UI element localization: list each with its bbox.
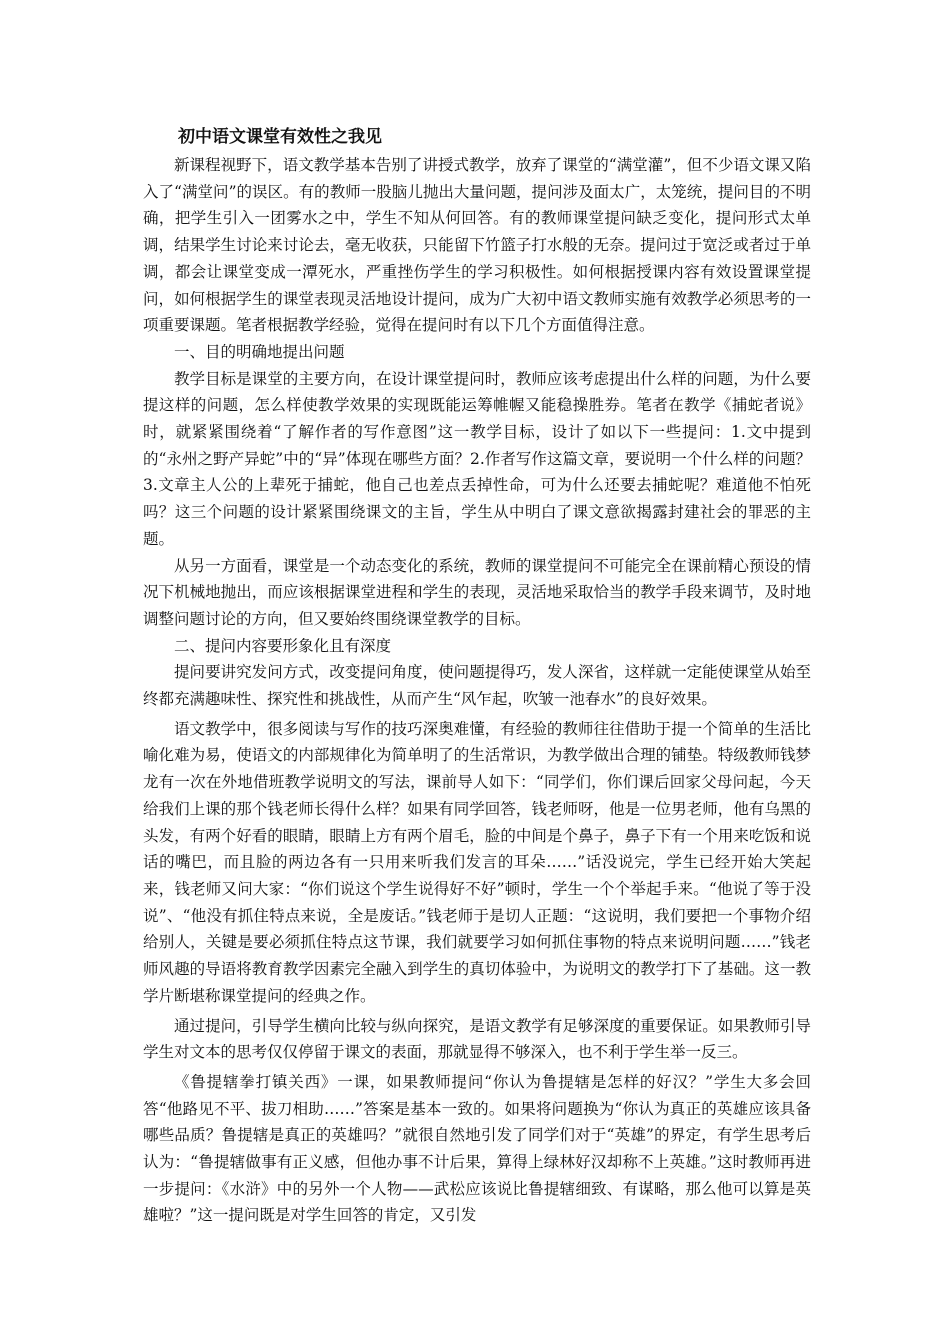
paragraph-intro: 新课程视野下，语文教学基本告别了讲授式教学，放弃了课堂的“满堂灌”，但不少语文课又陷入了“满堂问”的误区。有的教师一股脑儿抛出大量问题，提问涉及面太广，太笼统，提问目的不明确，把学生引入一团雾水之中，学生不知从何回答。有的教师课堂提问缺乏变化，提问形式太单调，结果学生讨论来讨论去，毫无收获，只能留下竹篮子打水般的无奈。提问过于宽泛或者过于单调，都会让课堂变成一潭死水，严重挫伤学生的学习积极性。如何根据授课内容有效设置课堂提问，如何根据学生的课堂表现灵活地设计提问，成为广大初中语文教师实施有效教学必须思考的一项重要课题。笔者根据教学经验，觉得在提问时有以下几个方面值得注意。 [143, 156, 811, 335]
section-heading-1: 一、目的明确地提出问题 [174, 342, 345, 361]
document-body [143, 152, 811, 1229]
paragraph: 《鲁提辖拳打镇关西》一课，如果教师提问“你认为鲁提辖是怎样的好汉？”学生大多会回答“他路见不平、拔刀相助……”答案是基本一致的。如果将问题换为“你认为真正的英雄应该具备哪些品质？鲁提辖是真正的英雄吗？”就很自然地引发了同学们对于“英雄”的界定，有学生思考后认为：“鲁提辖做事有正义感，但他办事不计后果，算得上绿林好汉却称不上英雄。”这时教师再进一步提问：《水浒》中的另外一个人物——武松应该说比鲁提辖细致、有谋略，那么他可以算是英雄啦？”这一提问既是对学生回答的肯定，又引发 [143, 1072, 811, 1225]
section-heading-2: 二、提问内容要形象化且有深度 [174, 636, 392, 655]
paragraph: 教学目标是课堂的主要方向，在设计课堂提问时，教师应该考虑提出什么样的问题，为什么要提这样的问题，怎么样使教学效果的实现既能运筹帷幄又能稳操胜券。笔者在教学《捕蛇者说》时，就紧紧围绕着“了解作者的写作意图”这一教学目标，设计了如以下一些提问：1.文中提到的“永州之野产异蛇”中的“异”体现在哪些方面？2.作者写作这篇文章，要说明一个什么样的问题？3.文章主人公的上辈死于捕蛇，他自己也差点丢掉性命，可为什么还要去捕蛇呢？难道他不怕死吗？这三个问题的设计紧紧围绕课文的主旨，学生从中明白了课文意欲揭露封建社会的罪恶的主题。 [143, 369, 811, 548]
paragraph: 提问要讲究发问方式，改变提问角度，使问题提得巧，发人深省，这样就一定能使课堂从始至终都充满趣味性、探究性和挑战性，从而产生“风乍起，吹皱一池春水”的良好效果。 [143, 663, 811, 709]
document-title: 初中语文课堂有效性之我见 [178, 127, 382, 147]
paragraph: 语文教学中，很多阅读与写作的技巧深奥难懂，有经验的教师往往借助于提一个简单的生活比喻化难为易，使语文的内部规律化为简单明了的生活常识，为教学做出合理的铺垫。特级教师钱梦龙有一次在外地借班教学说明文的写法，课前导人如下：“同学们，你们课后回家父母问起，今天给我们上课的那个钱老师长得什么样？如果有同学回答，钱老师呀，他是一位男老师，他有乌黑的头发，有两个好看的眼睛，眼睛上方有两个眉毛，脸的中间是个鼻子，鼻子下有一个用来吃饭和说话的嘴巴，而且脸的两边各有一只用来听我们发言的耳朵……”话没说完，学生已经开始大笑起来，钱老师又问大家：“你们说这个学生说得好不好”顿时，学生一个个举起手来。“他说了等于没说”、“他没有抓住特点来说，全是废话。”钱老师于是切人正题：“这说明，我们要把一个事物介绍给别人，关键是要必须抓住特点这节课，我们就要学习如何抓住事物的特点来说明问题……”钱老师风趣的导语将教育教学因素完全融入到学生的真切体验中，为说明文的教学打下了基础。这一教学片断堪称课堂提问的经典之作。 [143, 719, 811, 1005]
paragraph: 通过提问，引导学生横向比较与纵向探究，是语文教学有足够深度的重要保证。如果教师引导学生对文本的思考仅仅停留于课文的表面，那就显得不够深入，也不利于学生举一反三。 [143, 1016, 811, 1062]
paragraph: 从另一方面看，课堂是一个动态变化的系统，教师的课堂提问不可能完全在课前精心预设的情况下机械地抛出，而应该根据课堂进程和学生的表现，灵活地采取恰当的教学手段来调节，及时地调整问题讨论的方向，但又要始终围绕课堂教学的目标。 [143, 556, 811, 628]
